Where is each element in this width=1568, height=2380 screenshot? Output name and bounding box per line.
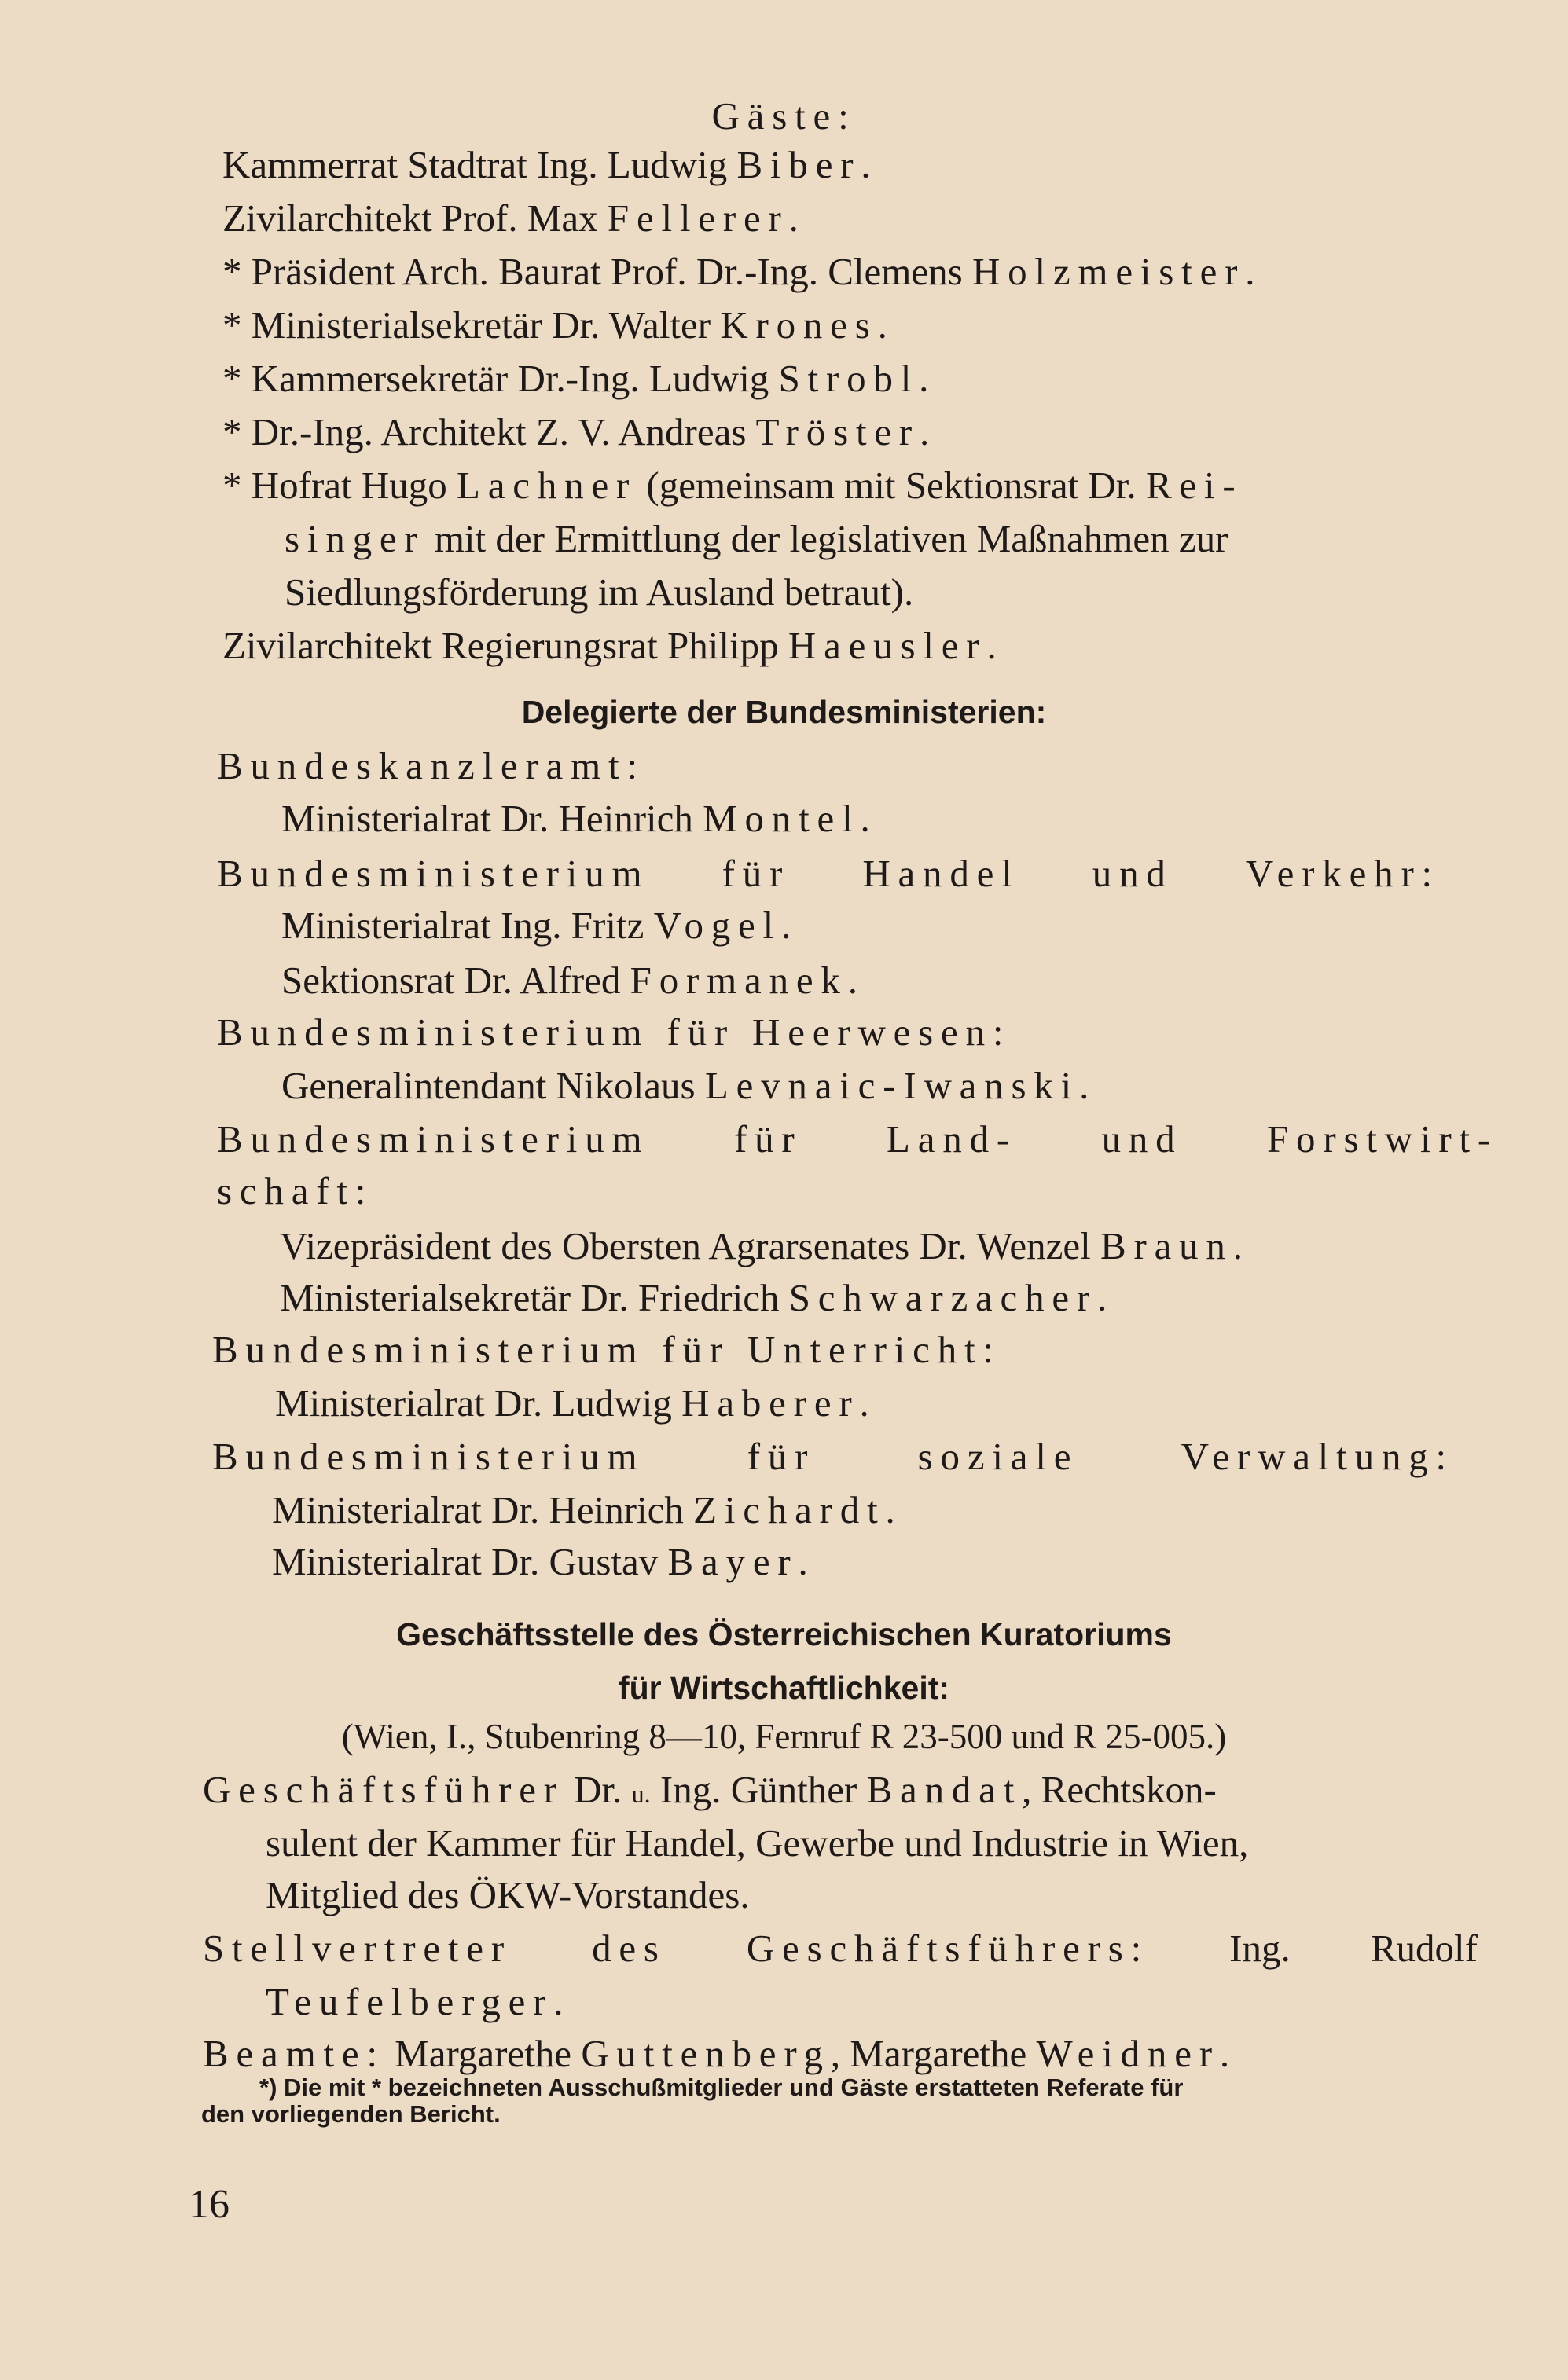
footnote-line1: *) Die mit * bezeichneten Ausschußmitglieder und Gäste erstatteten Referate für [259,2074,1184,2101]
office-manager-line3: Mitglied des ÖKW-Vorstandes. [266,1873,750,1916]
delegate-entry: Ministerialrat Dr. Heinrich Zichardt. [272,1488,895,1531]
footnote-line2: den vorliegenden Bericht. [201,2100,501,2128]
office-heading: für Wirtschaftlichkeit: [618,1670,950,1706]
ministry-title: Bundesministerium für soziale Verwaltung: [212,1435,1454,1478]
delegate-entry: Sektionsrat Dr. Alfred Formanek. [281,959,857,1002]
guest-entry: * Ministerialsekretär Dr. Walter Krones. [222,303,887,347]
guest-entry-lachner-line2: singer mit der Ermittlung der legislativen Maßnahmen zur [285,517,1228,560]
ministry-title: Bundeskanzleramt: [217,744,645,787]
guest-entry: * Dr.-Ing. Architekt Z. V. Andreas Tröster. [222,410,930,453]
delegate-entry: Ministerialrat Dr. Heinrich Montel. [281,797,870,840]
delegate-entry: Ministerialrat Dr. Ludwig Haberer. [275,1381,869,1425]
page-number: 16 [189,2182,230,2227]
office-deputy-line2: Teufelberger. [266,1980,564,2023]
guest-entry-lachner-line3: Siedlungsförderung im Ausland betraut). [285,570,914,614]
ministry-title: Bundesministerium für Handel und Verkehr: [217,852,1440,895]
guest-entry-lachner-line1: * Hofrat Hugo Lachner (gemeinsam mit Sektionsrat Dr. Rei- [222,464,1243,507]
office-manager-line1: Geschäftsführer Dr. u. Ing. Günther Bandat, Rechtskon- [203,1768,1217,1811]
office-deputy-line1: Stellvertreter des Geschäftsführers: Ing. Rudolf [203,1927,1478,1970]
office-heading: Geschäftsstelle des Österreichischen Kuratoriums [396,1616,1172,1652]
guest-entry: Zivilarchitekt Prof. Max Fellerer. [222,196,799,240]
ministry-title: Bundesministerium für Unterricht: [212,1328,1001,1371]
delegate-entry: Generalintendant Nikolaus Levnaic-Iwanski. [281,1064,1089,1107]
ministry-title-continuation: schaft: [217,1169,374,1212]
office-staff: Beamte: Margarethe Guttenberg, Margarethe Weidner. [203,2032,1230,2075]
delegate-entry: Ministerialrat Ing. Fritz Vogel. [281,904,791,947]
office-address: (Wien, I., Stubenring 8—10, Fernruf R 23-500 und R 25-005.) [341,1717,1227,1756]
guest-entry: Zivilarchitekt Regierungsrat Philipp Haeusler. [222,624,997,667]
guest-entry: Kammerrat Stadtrat Ing. Ludwig Biber. [222,143,871,186]
ministry-title: Bundesministerium für Heerwesen: [217,1010,1012,1054]
delegates-heading: Delegierte der Bundesministerien: [521,694,1047,730]
ministry-title: Bundesministerium für Land- und Forstwirt- [217,1117,1498,1161]
guests-title: Gäste: [711,94,857,138]
delegate-entry: Vizepräsident des Obersten Agrarsenates Dr. Wenzel Braun. [280,1224,1243,1267]
office-manager-line2: sulent der Kammer für Handel, Gewerbe und Industrie in Wien, [266,1821,1249,1865]
guest-entry: * Kammersekretär Dr.-Ing. Ludwig Strobl. [222,357,929,400]
delegate-entry: Ministerialrat Dr. Gustav Bayer. [272,1540,808,1583]
delegate-entry: Ministerialsekretär Dr. Friedrich Schwarzacher. [280,1276,1107,1319]
guest-entry: * Präsident Arch. Baurat Prof. Dr.-Ing. Clemens Holzmeister. [222,250,1255,293]
